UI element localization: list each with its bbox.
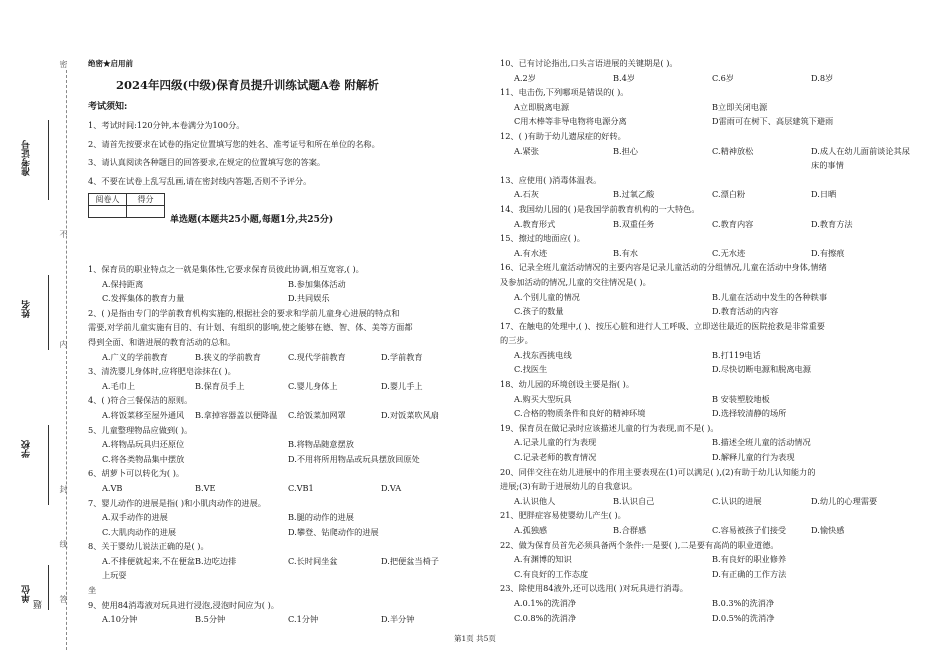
left-question-column [88,262,474,627]
option-row [500,290,910,305]
question-stem: 20、同伴交往在幼儿进展中的作用主要表现在(1)可以满足( ),(2)有助于幼儿认知能力的 [500,466,816,477]
question [88,539,474,597]
question-stem: 5、儿童整理物品应做到( )。 [88,424,193,435]
answer-option[interactable]: B立即关闭电源 [712,101,768,112]
option-row [500,304,910,319]
question [500,319,910,377]
answer-option[interactable]: D.选择较清静的场所 [712,408,787,419]
option-row [500,348,910,363]
answer-option[interactable]: C.给饭菜加网罩 [288,409,346,420]
answer-option[interactable]: C.6岁 [712,72,734,83]
notice-item: 4、不要在试卷上乱写乱画,请在密封线内答题,否则不予评分。 [88,175,312,186]
answer-option[interactable]: A.10分钟 [102,614,138,625]
question [88,393,474,422]
question [500,377,910,421]
question-stem: 14、我国幼儿园的( )是我国学前教育机构的一大特色。 [500,203,700,214]
question [500,465,910,509]
option-row [500,217,910,232]
option-row [88,350,474,365]
answer-option[interactable]: A.有水迹 [514,247,548,258]
question-stem: 进展;(3)有助于进展幼儿的自我意识。 [500,481,638,492]
answer-option[interactable]: A.认识他人 [514,495,556,506]
grader-header: 阅卷人 [89,194,127,206]
answer-option[interactable]: C.找医生 [514,364,548,375]
question-stem: 8、关于婴幼儿说法正确的是( )。 [88,541,209,552]
option-row [500,552,910,567]
answer-option[interactable]: B 安装塑胶地板 [712,393,770,404]
question [88,598,474,627]
answer-option[interactable]: D.半分钟 [381,614,415,625]
option-row [88,379,474,394]
answer-option[interactable]: D.8岁 [811,72,834,83]
answer-option[interactable]: B.将物品随意摆放 [288,439,354,450]
option-row [500,362,910,377]
question [88,466,474,495]
question-stem: 19、保育员在做记录时应该描述儿童的行为表现,而不是( )。 [500,422,719,433]
option-row [500,567,910,582]
answer-option[interactable]: A.VB [102,482,123,493]
question-stem: 4、( )符合三餐保洁的原则。 [88,395,193,406]
option-row [88,437,474,452]
answer-option[interactable]: D.共同娱乐 [288,293,330,304]
score-cell[interactable] [127,206,165,218]
option-row [500,450,910,465]
answer-option[interactable]: B.0.3%的洗消净 [712,597,775,608]
name-field[interactable] [48,275,49,350]
answer-option[interactable]: D.日晒 [811,189,837,200]
question [88,262,474,306]
answer-option[interactable]: D.尽快切断电源和脱离电源 [712,364,811,375]
answer-option[interactable]: B.双重任务 [613,218,655,229]
question-stem: 10、已有讨论指出,口头言语进展的关键期是( )。 [500,58,678,68]
option-row [500,246,910,261]
answer-option[interactable]: A.保持距离 [102,278,144,289]
question [88,364,474,393]
option-row [88,452,474,467]
option-row [88,408,474,423]
question-stem: 得到全面、和谐进展的教育活动的总和。 [88,336,236,347]
question [500,202,910,231]
answer-option[interactable]: B.4岁 [613,72,636,83]
answer-option[interactable]: C.精神放松 [712,145,754,156]
seal-mark: 封 [59,485,68,493]
option-row [88,554,474,583]
question [500,581,910,625]
answer-option[interactable]: D.解释儿童的行为表现 [712,452,795,463]
answer-option[interactable]: C.孩子的数量 [514,306,564,317]
answer-option[interactable]: B.有良好的职业修养 [712,554,787,565]
admission-number-field[interactable] [48,120,49,200]
question-stem: 2、( )是指由专门的学前教育机构实施的,根据社会的要求和学前儿童身心进展的特点和 [88,307,400,318]
answer-option[interactable]: B.参加集体活动 [288,278,346,289]
answer-option[interactable]: A.不排便就起来,不在便盆上玩耍 [102,555,195,581]
answer-option[interactable]: D.把便盆当椅子 [381,555,439,566]
option-row [500,187,910,202]
question [500,231,910,260]
answer-option[interactable]: A.毛巾上 [102,380,136,391]
answer-option[interactable]: B.合群感 [613,525,647,535]
answer-option[interactable]: C.0.8%的洗消净 [514,612,577,623]
option-row [88,510,474,525]
answer-option[interactable]: D.VA [381,482,402,493]
answer-option[interactable]: B.拿掉容器盖以便降温 [195,409,278,420]
option-row [500,611,910,626]
question-stem: 18、幼儿园的环境创设主要是指( )。 [500,379,635,390]
question-stem: 13、应使用( )消毒体温表。 [500,174,602,185]
grader-cell[interactable] [89,206,127,218]
question-stem: 23、除使用84液外,还可以选用( )对玩具进行消毒。 [500,583,688,594]
answer-option[interactable]: D.有擦痕 [811,247,845,258]
question-stem: 及参加活动的情况,儿童的交往情况是( )。 [500,276,651,287]
question [500,129,910,173]
seal-mark: 线 [59,540,68,548]
unit-label: 单位 [22,585,32,603]
option-row [500,494,910,509]
answer-option[interactable]: C.合格的物质条件和良好的精神环境 [514,408,646,419]
answer-option[interactable]: B.儿童在活动中发生的各种轶事 [712,291,828,302]
answer-option[interactable]: B.狭义的学前教育 [195,351,261,362]
question [500,508,910,537]
notice-item: 2、请首先按要求在试卷的指定位置填写您的姓名、准考证号和所在单位的名称。 [88,138,380,149]
answer-option[interactable]: D.愉快感 [811,525,845,535]
page-number: 第1页 共5页 [454,634,496,643]
answer-option[interactable]: D.成人在幼儿面前谈论其尿床的事情 [811,145,910,171]
answer-option[interactable]: D.学前教育 [381,351,423,362]
answer-option[interactable]: B.认识自己 [613,495,655,506]
answer-option[interactable]: A.教育形式 [514,218,556,229]
score-table [88,193,165,218]
seal-mark: 内 [59,340,68,348]
answer-option[interactable]: C.漂白粉 [712,189,746,200]
answer-option[interactable]: D.对饭菜吹风扇 [381,409,439,420]
answer-option[interactable]: A.紧张 [514,145,539,156]
answer-option[interactable]: B.有水 [613,247,638,258]
question [500,421,910,465]
name-label: 姓名 [22,300,32,318]
answer-option[interactable]: C.认识的进展 [712,495,762,506]
answer-option[interactable]: B.打119电话 [712,349,761,360]
option-row [500,114,910,129]
answer-option[interactable]: B.VE [195,482,216,493]
question [500,260,910,318]
answer-option[interactable]: C.VB1 [288,482,314,493]
option-row [500,435,910,450]
answer-option[interactable]: A.孤独感 [514,525,548,535]
right-question-column [500,56,910,625]
answer-option[interactable]: A立即脱离电源 [514,101,570,112]
bind-char: 题 [34,600,44,609]
seal-mark: 答 [59,595,68,603]
option-row [88,525,474,540]
answer-option[interactable]: C.婴儿身体上 [288,380,338,391]
admission-number-label: 准考证号 [22,140,32,176]
answer-option[interactable]: C.长时间坐盆 [288,555,338,566]
option-row [500,71,910,86]
question-stem: 22、做为保育员首先必须具备两个条件:一是要( ),二是要有高尚的职业道德。 [500,539,779,550]
option-continuation: 坐 [88,585,97,596]
answer-option[interactable]: A.找东西挑电线 [514,349,572,360]
answer-option[interactable]: D.有正确的工作方法 [712,568,787,579]
answer-option[interactable]: C.容易被孩子们接受 [712,525,787,535]
question [88,423,474,467]
question-stem: 12、( )有助于幼儿遗尿症的好转。 [500,130,626,141]
answer-option[interactable]: C.现代学前教育 [288,351,346,362]
question-stem: 17、在触电的处理中,( )、按压心脏和进行人工呼吸、立即送往最近的医院抢救是非常重要 [500,320,825,331]
score-header: 得分 [127,194,165,206]
answer-option[interactable]: A.个别儿童的情况 [514,291,580,302]
question-stem: 需要,对学前儿童实施有目的、有计划、有组织的影响,使之能够在德、智、体、美等方面都 [88,322,413,333]
answer-option[interactable]: C.将各类物品集中摆放 [102,453,185,464]
answer-option[interactable]: C.1分钟 [288,614,319,625]
option-row [500,144,910,173]
exam-title: 2024年四级(中级)保育员提升训练试题A卷 附解析 [116,78,379,92]
answer-option[interactable]: D.幼儿的心理需要 [811,495,878,506]
answer-option[interactable]: C.无水迹 [712,247,746,258]
answer-option[interactable]: D.不用将所用物品或玩具摆放回原处 [288,453,420,464]
answer-option[interactable]: A.2岁 [514,72,536,83]
answer-option[interactable]: D.教育方法 [811,218,853,229]
answer-option[interactable]: B.过氧乙酸 [613,189,655,200]
question [88,306,474,364]
answer-option[interactable]: C用木棒等非导电物将电源分离 [514,116,627,127]
notice-heading: 考试须知: [88,102,128,112]
question-stem: 1、保育员的职业特点之一就是集体性,它要求保育员彼此协调,相互宽容,( )。 [88,264,364,274]
answer-option[interactable]: D.教育活动的内容 [712,306,779,317]
answer-option[interactable]: B.边吃边排 [195,555,237,566]
answer-option[interactable]: D.攀登、钻爬动作的进展 [288,526,379,537]
answer-option[interactable]: C.发挥集体的教育力量 [102,293,185,304]
question-stem: 的三步。 [500,335,533,346]
section-title: 单选题(本题共25小题,每题1分,共25分) [170,215,334,225]
notice-item: 1、考试时间:120分钟,本卷满分为100分。 [88,120,245,130]
answer-option[interactable]: C.大肌肉动作的进展 [102,526,177,537]
question-stem: 3、清洗婴儿身体时,应将肥皂涂抹在( )。 [88,366,236,377]
option-row [500,392,910,407]
question [88,496,474,540]
option-row [500,406,910,421]
notice-item: 3、请认真阅读各种题目的回答要求,在规定的位置填写您的答案。 [88,157,326,167]
answer-option[interactable]: D.0.5%的洗消净 [712,612,775,623]
answer-option[interactable]: A.记录儿童的行为表现 [514,437,597,448]
answer-option[interactable]: A.购买大型玩具 [514,393,572,404]
binding-margin [18,40,68,640]
answer-option[interactable]: C.教育内容 [712,218,754,229]
option-row [500,523,910,538]
question [500,85,910,129]
question-stem: 11、电击伤,下列哪项是错误的( )。 [500,87,629,98]
unit-field[interactable] [48,565,49,610]
option-row [500,596,910,611]
answer-option[interactable]: A.有渊博的知识 [514,554,572,565]
option-row [88,277,474,292]
seal-mark: 密 [59,60,68,68]
question [500,173,910,202]
answer-option[interactable]: A.广义的学前教育 [102,351,168,362]
question [500,538,910,582]
answer-option[interactable]: C.记录老师的教育情况 [514,452,597,463]
seal-line [66,70,67,650]
question-stem: 7、婴儿动作的进展是指( )和小肌肉动作的进展。 [88,497,266,508]
answer-option[interactable]: A.双手动作的进展 [102,512,168,523]
option-row [500,100,910,115]
question-stem: 9、使用84消毒液对玩具进行浸泡,浸泡时间应为( )。 [88,599,279,610]
answer-option[interactable]: A.0.1%的洗消净 [514,597,577,608]
option-row [88,612,474,627]
answer-option[interactable]: A.将物品玩具归还原位 [102,439,185,450]
secret-label: 绝密★启用前 [88,59,133,68]
notice-list [88,116,380,190]
question-stem: 16、记录全班儿童活动情况的主要内容是记录儿童活动的分组情况,儿童在活动中身体,情绪 [500,262,827,273]
answer-option[interactable]: B.描述全班儿童的活动情况 [712,437,811,448]
answer-option[interactable]: D雷雨可在树下、高层建筑下避雨 [712,116,834,127]
answer-option[interactable]: C.有良好的工作态度 [514,568,589,579]
answer-option[interactable]: B.担心 [613,145,638,156]
seal-mark: 不 [59,230,68,238]
option-row [88,291,474,306]
question-stem: 21、肥胖症容易使婴幼儿产生( )。 [500,510,626,521]
question [500,56,910,85]
question-stem: 15、擦过的地面应( )。 [500,233,585,244]
answer-option[interactable]: D.婴儿手上 [381,380,423,391]
answer-option[interactable]: B.5分钟 [195,614,226,625]
answer-option[interactable]: A.将饭菜移至屋外通风 [102,409,185,420]
answer-option[interactable]: A.石灰 [514,189,539,200]
answer-option[interactable]: B.腿的动作的进展 [288,512,354,523]
question-stem: 6、胡萝卜可以转化为( )。 [88,468,185,479]
option-row [88,481,474,496]
answer-option[interactable]: B.保育员手上 [195,380,245,391]
school-label: 学校 [22,440,32,458]
school-field[interactable] [48,425,49,505]
